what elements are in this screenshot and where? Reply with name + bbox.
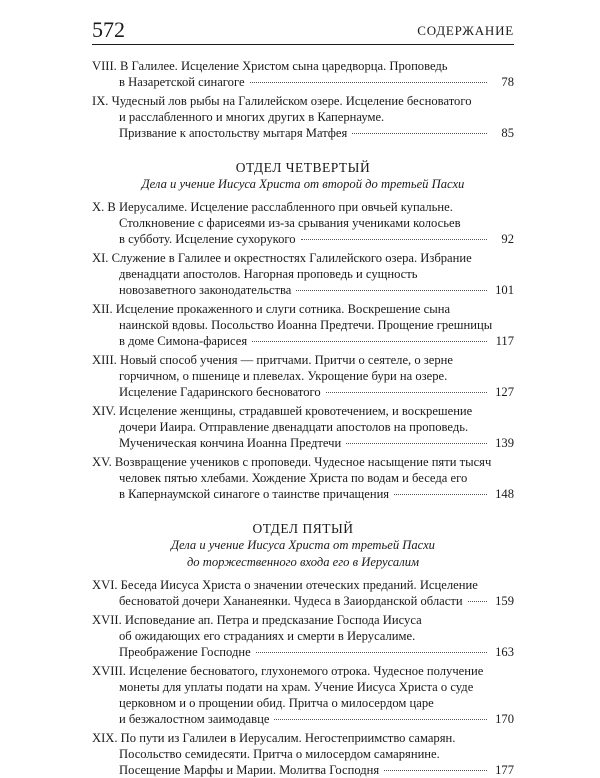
- toc-entry-line: Посольство семидесяти. Притча о милосердом самарянине.: [119, 747, 440, 761]
- toc-group-section-five: [92, 577, 514, 778]
- toc-entry-line: XVIII. Исцеление бесноватого, глухонемого отрока. Чудесное получение: [92, 664, 484, 678]
- toc-entry-line: монеты для уплаты подати на храм. Учение Иисуса Христа о суде: [119, 680, 474, 694]
- toc-entry-line: XIV. Исцеление женщины, страдавшей кровотечением, и воскрешение: [92, 404, 473, 418]
- toc-entry-line: Мученическая кончина Иоанна Предтечи: [119, 436, 342, 450]
- toc-entry-line: в Капернаумской синагоге о таинстве причащения: [119, 487, 390, 501]
- dot-leader: [250, 81, 487, 83]
- toc-entry-line: в субботу. Исцеление сухорукого: [119, 232, 296, 246]
- toc-entry[interactable]: [92, 93, 514, 141]
- toc-entry-line: и безжалостном заимодавце: [119, 712, 270, 726]
- toc-entry[interactable]: [92, 454, 514, 502]
- toc-entry-line: горчичном, о пшенице и плевелах. Укрощение бури на озере.: [119, 369, 448, 383]
- toc-entry-last-line: [92, 74, 514, 90]
- toc-entry-line: двенадцати апостолов. Нагорная проповедь и сущность: [119, 267, 418, 281]
- toc-entry-line: XIX. По пути из Галилеи в Иерусалим. Негостеприимство самарян.: [92, 731, 456, 745]
- dot-leader: [252, 340, 487, 342]
- toc-entry[interactable]: [92, 577, 514, 609]
- toc-page-number: 101: [495, 283, 514, 297]
- toc-entry[interactable]: [92, 199, 514, 247]
- page-number: 572: [92, 17, 125, 42]
- toc-entry-line: Исцеление Гадаринского бесноватого: [119, 385, 321, 399]
- toc-entry-line: VIII. В Галилее. Исцеление Христом сына царедворца. Проповедь: [92, 59, 448, 73]
- toc-entry[interactable]: [92, 663, 514, 727]
- toc-entry-line: церковном и о прощении обид. Притча о милосердом царе: [119, 696, 434, 710]
- toc-entry-last-line: [92, 593, 514, 609]
- toc-entry-line: человек пятью хлебами. Хождение Христа по водам и беседа его: [119, 471, 468, 485]
- toc-entry-last-line: [92, 231, 514, 247]
- toc-entry-line: XV. Возвращение учеников с проповеди. Чудесное насыщение пяти тысяч: [92, 455, 492, 469]
- toc-entry[interactable]: [92, 301, 514, 349]
- toc-group-section-four: [92, 199, 514, 502]
- section-five-title: ОТДЕЛ ПЯТЫЙ: [252, 521, 354, 536]
- toc-entry-last-line: [92, 384, 514, 400]
- toc-page-number: 85: [501, 126, 514, 140]
- toc-entry-last-line: [92, 125, 514, 141]
- toc-entry[interactable]: [92, 352, 514, 400]
- toc-entry-line: X. В Иерусалиме. Исцеление расслабленного при овчьей купальне.: [92, 200, 453, 214]
- dot-leader: [394, 493, 487, 495]
- dot-leader: [256, 651, 487, 653]
- running-head: СОДЕРЖАНИЕ: [417, 23, 514, 38]
- toc-entry-last-line: [92, 711, 514, 727]
- toc-entry-line: XI. Служение в Галилее и окрестностях Галилейского озера. Избрание: [92, 251, 472, 265]
- toc-entry-last-line: [92, 435, 514, 451]
- toc-entry-line: дочери Иаира. Отправление двенадцати апостолов на проповедь.: [119, 420, 469, 434]
- toc-entry-line: и расслабленного и многих других в Капернауме.: [119, 110, 385, 124]
- toc-entry-line: Посещение Марфы и Марии. Молитва Господня: [119, 763, 380, 777]
- toc-entry-last-line: [92, 333, 514, 349]
- toc-entry-line: наинской вдовы. Посольство Иоанна Предтечи. Прощение грешницы: [119, 318, 493, 332]
- toc-entry-line: Столкновение с фарисеями из-за срывания учениками колосьев: [119, 216, 461, 230]
- toc-page-number: 127: [495, 385, 514, 399]
- section-four-title: ОТДЕЛ ЧЕТВЕРТЫЙ: [235, 160, 371, 175]
- toc-entry-line: XVI. Беседа Иисуса Христа о значении отеческих преданий. Исцеление: [92, 578, 478, 592]
- toc-entry[interactable]: [92, 58, 514, 90]
- toc-entry-line: Призвание к апостольству мытаря Матфея: [119, 126, 348, 140]
- toc-page-number: 117: [495, 334, 514, 348]
- toc-page-number: 92: [501, 232, 514, 246]
- toc-entry-last-line: [92, 282, 514, 298]
- toc-entry[interactable]: [92, 250, 514, 298]
- toc-entry[interactable]: [92, 403, 514, 451]
- dot-leader: [384, 769, 487, 771]
- dot-leader: [301, 238, 487, 240]
- toc-entry-line: об ожидающих его страданиях и смерти в Иерусалиме.: [119, 629, 416, 643]
- section-five-subtitle-line: Дела и учение Иисуса Христа от третьей Пасхи: [171, 538, 435, 552]
- dot-leader: [352, 132, 487, 134]
- toc-page-number: 170: [495, 712, 514, 726]
- section-five-subtitle-line: до торжественного входа его в Иерусалим: [186, 555, 420, 569]
- toc-entry-line: в Назаретской синагоге: [119, 75, 245, 89]
- toc-entry-last-line: [92, 644, 514, 660]
- page-header: [92, 14, 514, 45]
- toc-page-number: 177: [495, 763, 514, 777]
- toc-group-top: [92, 58, 514, 141]
- toc-entry-line: новозаветного законодательства: [119, 283, 292, 297]
- toc-entry-line: Преображение Господне: [119, 645, 251, 659]
- table-of-contents: [92, 58, 514, 778]
- toc-entry-line: XVII. Исповедание ап. Петра и предсказание Господа Иисуса: [92, 613, 422, 627]
- toc-page-number: 78: [501, 75, 514, 89]
- toc-page-number: 163: [495, 645, 514, 659]
- dot-leader: [296, 289, 487, 291]
- toc-entry[interactable]: [92, 612, 514, 660]
- dot-leader: [326, 391, 487, 393]
- dot-leader: [468, 600, 487, 602]
- section-five-subtitle: [92, 537, 514, 571]
- toc-page-number: 148: [495, 487, 514, 501]
- toc-entry-line: IX. Чудесный лов рыбы на Галилейском озере. Исцеление бесноватого: [92, 94, 472, 108]
- toc-entry[interactable]: [92, 730, 514, 778]
- toc-entry-line: бесноватой дочери Хананеянки. Чудеса в Заиорданской области: [119, 594, 463, 608]
- toc-entry-line: XII. Исцеление прокаженного и слуги сотника. Воскрешение сына: [92, 302, 451, 316]
- section-four-subtitle: Дела и учение Иисуса Христа от второй до третьей Пасхи: [141, 177, 465, 191]
- toc-entry-last-line: [92, 486, 514, 502]
- toc-entry-last-line: [92, 762, 514, 778]
- toc-page-number: 159: [495, 594, 514, 608]
- dot-leader: [274, 718, 487, 720]
- toc-entry-line: XIII. Новый способ учения — притчами. Притчи о сеятеле, о зерне: [92, 353, 453, 367]
- dot-leader: [346, 442, 487, 444]
- toc-page-number: 139: [495, 436, 514, 450]
- toc-entry-line: в доме Симона-фарисея: [119, 334, 248, 348]
